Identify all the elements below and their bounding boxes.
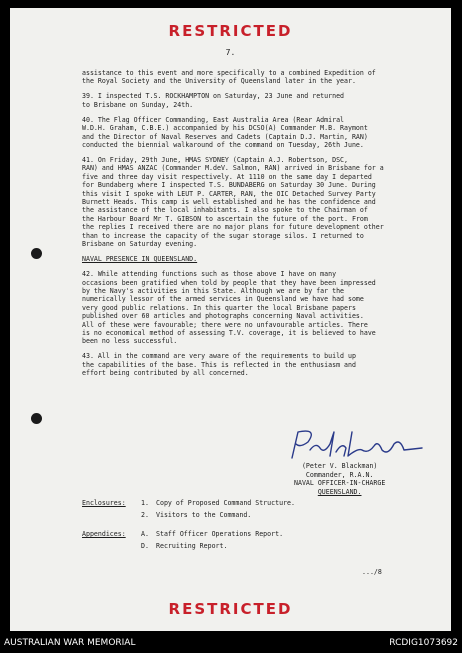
- signatory-area: QUEENSLAND.: [317, 487, 362, 496]
- enclosure-text: Visitors to the Command.: [156, 511, 252, 519]
- continuation-marker: .../8: [362, 568, 382, 576]
- appendix-id: D.: [141, 542, 149, 550]
- enclosure-text: Copy of Proposed Command Structure.: [156, 499, 295, 507]
- document-page: [10, 8, 451, 631]
- punch-hole: [31, 248, 42, 259]
- enclosure-id: 2.: [141, 511, 149, 519]
- punch-hole: [31, 413, 42, 424]
- paragraph: assistance to this event and more specifically to a combined Expedition of the Royal Society and the University of Queensland later in the year.: [82, 69, 376, 86]
- paragraph-40: 40. The Flag Officer Commanding, East Australia Area (Rear Admiral W.D.H. Graham, C.B.E.) accompanied by his DCSO(A) Commander M.B. Raymont and the Director of Naval Reserves and Cadets (Captain D.J. Martin, RAN) conducted the biennial walkaround of the command on Tuesday, 26th June.: [82, 115, 368, 150]
- appendices-list: [82, 530, 382, 550]
- appendix-id: A.: [141, 530, 149, 538]
- classification-top: RESTRICTED: [168, 22, 293, 40]
- paragraph-43: 43. All in the command are very aware of the requirements to build up the capabilities of the base. This is reflected in the enthusiasm and effort being contributed by all concerned.: [82, 352, 356, 378]
- enclosure-id: 1.: [141, 499, 149, 507]
- appendix-text: Staff Officer Operations Report.: [156, 530, 284, 538]
- appendices-label: Appendices:: [82, 530, 126, 538]
- section-heading: NAVAL PRESENCE IN QUEENSLAND.: [82, 255, 198, 264]
- paragraph-41: 41. On Friday, 29th June, HMAS SYDNEY (Captain A.J. Robertson, DSC, RAN) and HMAS ANZAC (Commander M.deV. Salmon, RAN) arrived in Brisbane for a five and three day visit respectively. At 1110 on the same day I departed for Bundaberg where I inspected T.S. BUNDABERG on Saturday 30 June. During this visit I spoke with LEUT P. CARTER, RAN, the OIC Detached Survey Party Burnett Heads. This camp is well established and he has the confidence and the assistance of the local inhabitants. I also spoke to the Chairman of the Harbour Board Mr T. GIBSON to ascertain the future of the port. From the replies I received there are no major plans for future development other than to increase the capacity of the sugar storage silos. I returned to Brisbane on Saturday evening.: [82, 156, 384, 249]
- record-id: RCDIG1073692: [389, 638, 458, 648]
- enclosures-list: [82, 499, 382, 519]
- classification-bottom: RESTRICTED: [168, 600, 293, 618]
- enclosures-label: Enclosures:: [82, 499, 126, 507]
- signatory-title: NAVAL OFFICER-IN-CHARGE: [294, 479, 386, 488]
- signatory-name: (Peter V. Blackman): [301, 462, 378, 470]
- paragraph-42: 42. While attending functions such as those above I have on many occasions been gratified when told by people that they have been impressed by the Navy's activities in this State. Although we are by far the numerically lessor of the armed services in Queensland we have had some very good public relations. In this quarter the local Brisbane papers published over 60 articles and photographs concerning Naval activities. All of these were favourable; there were no unfavourable articles. There is no economical method of assessing T.V. coverage, it is believed to have been no less successful.: [82, 270, 376, 346]
- document-body: [82, 69, 427, 384]
- paragraph-39: 39. I inspected T.S. ROCKHAMPTON on Saturday, 23 June and returned to Brisbane on Sunday, 24th.: [82, 92, 345, 109]
- archive-credit: AUSTRALIAN WAR MEMORIAL: [4, 638, 136, 648]
- signatory-rank: Commander, R.A.N.: [305, 470, 374, 479]
- signature-block: [294, 462, 385, 496]
- appendix-text: Recruiting Report.: [156, 542, 228, 550]
- page-number: 7.: [225, 48, 236, 57]
